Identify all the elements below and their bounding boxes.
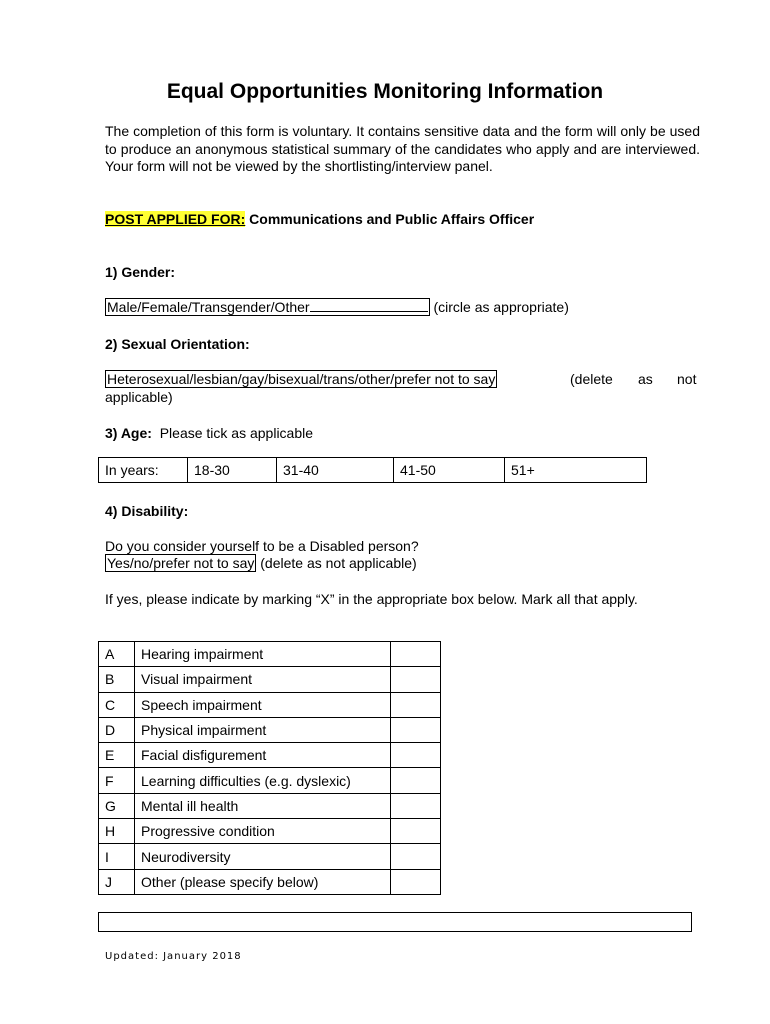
disability-mark-box[interactable] — [391, 692, 441, 717]
age-cell-51-plus[interactable]: 51+ — [505, 458, 647, 483]
disability-options-line — [105, 555, 417, 571]
post-label: POST APPLIED FOR: — [105, 211, 246, 227]
disability-letter: B — [99, 667, 135, 692]
orientation-note-cont: applicable) — [105, 389, 173, 405]
disability-letter: G — [99, 793, 135, 818]
gender-other-blank[interactable] — [310, 298, 428, 312]
disability-mark-box[interactable] — [391, 793, 441, 818]
disability-row — [99, 768, 441, 793]
disability-table — [98, 641, 441, 895]
disability-label: Progressive condition — [135, 819, 391, 844]
orientation-heading: 2) Sexual Orientation: — [105, 336, 250, 352]
disability-row — [99, 793, 441, 818]
disability-row — [99, 844, 441, 869]
age-cell-18-30[interactable]: 18-30 — [188, 458, 277, 483]
orientation-note-word-2: as — [638, 371, 653, 387]
gender-heading: 1) Gender: — [105, 264, 176, 280]
other-specify-box[interactable] — [98, 912, 692, 932]
age-cell-41-50[interactable]: 41-50 — [394, 458, 505, 483]
age-cell-label: In years: — [99, 458, 188, 483]
disability-label: Mental ill health — [135, 793, 391, 818]
disability-row — [99, 869, 441, 894]
disability-mark-box[interactable] — [391, 717, 441, 742]
footer-updated: Updated: January 2018 — [105, 951, 242, 962]
disability-row — [99, 819, 441, 844]
disability-mark-box[interactable] — [391, 743, 441, 768]
disability-label: Visual impairment — [135, 667, 391, 692]
gender-options[interactable]: Male/Female/Transgender/Other — [105, 298, 430, 316]
disability-row — [99, 743, 441, 768]
disability-label: Hearing impairment — [135, 642, 391, 667]
page-title: Equal Opportunities Monitoring Information — [166, 80, 604, 103]
disability-letter: D — [99, 717, 135, 742]
post-value: Communications and Public Affairs Officer — [249, 211, 535, 227]
gender-line — [105, 298, 569, 315]
disability-letter: I — [99, 844, 135, 869]
orientation-note-word-3: not — [677, 371, 697, 387]
age-heading: 3) Age: — [105, 425, 152, 441]
disability-mark-box[interactable] — [391, 667, 441, 692]
disability-label: Other (please specify below) — [135, 869, 391, 894]
disability-mark-box[interactable] — [391, 844, 441, 869]
disability-mark-box[interactable] — [391, 642, 441, 667]
disability-question: Do you consider yourself to be a Disabled person? — [105, 538, 419, 554]
age-table — [98, 457, 647, 483]
disability-letter: E — [99, 743, 135, 768]
age-instruction: Please tick as applicable — [159, 425, 314, 441]
disability-options[interactable]: Yes/no/prefer not to say — [107, 555, 255, 571]
disability-label: Neurodiversity — [135, 844, 391, 869]
disability-row — [99, 667, 441, 692]
disability-mark-box[interactable] — [391, 819, 441, 844]
disability-row — [99, 642, 441, 667]
disability-mark-box[interactable] — [391, 768, 441, 793]
orientation-options[interactable]: Heterosexual/lesbian/gay/bisexual/trans/other/prefer not to say — [107, 371, 496, 387]
disability-note: (delete as not applicable) — [260, 555, 417, 571]
post-applied — [105, 211, 534, 227]
orientation-line — [105, 371, 699, 387]
disability-row — [99, 717, 441, 742]
disability-letter: F — [99, 768, 135, 793]
disability-label: Speech impairment — [135, 692, 391, 717]
disability-letter: C — [99, 692, 135, 717]
disability-label: Learning difficulties (e.g. dyslexic) — [135, 768, 391, 793]
disability-heading: 4) Disability: — [105, 503, 189, 519]
disability-letter: H — [99, 819, 135, 844]
disability-letter: A — [99, 642, 135, 667]
intro-paragraph: The completion of this form is voluntary. It contains sensitive data and the form will only be used to produce an anonymous statistical summary of the candidates who apply and are interviewed. Your form will not be viewed by the shortlisting/interview panel. — [105, 123, 700, 174]
age-cell-31-40[interactable]: 31-40 — [277, 458, 394, 483]
disability-label: Facial disfigurement — [135, 743, 391, 768]
disability-instruction: If yes, please indicate by marking “X” in the appropriate box below. Mark all that apply. — [105, 591, 638, 607]
disability-mark-box[interactable] — [391, 869, 441, 894]
age-heading-line — [105, 425, 313, 441]
gender-note: (circle as appropriate) — [433, 299, 569, 315]
disability-row — [99, 692, 441, 717]
disability-letter: J — [99, 869, 135, 894]
age-row — [99, 458, 647, 483]
disability-label: Physical impairment — [135, 717, 391, 742]
orientation-note-word-1: (delete — [570, 371, 613, 387]
